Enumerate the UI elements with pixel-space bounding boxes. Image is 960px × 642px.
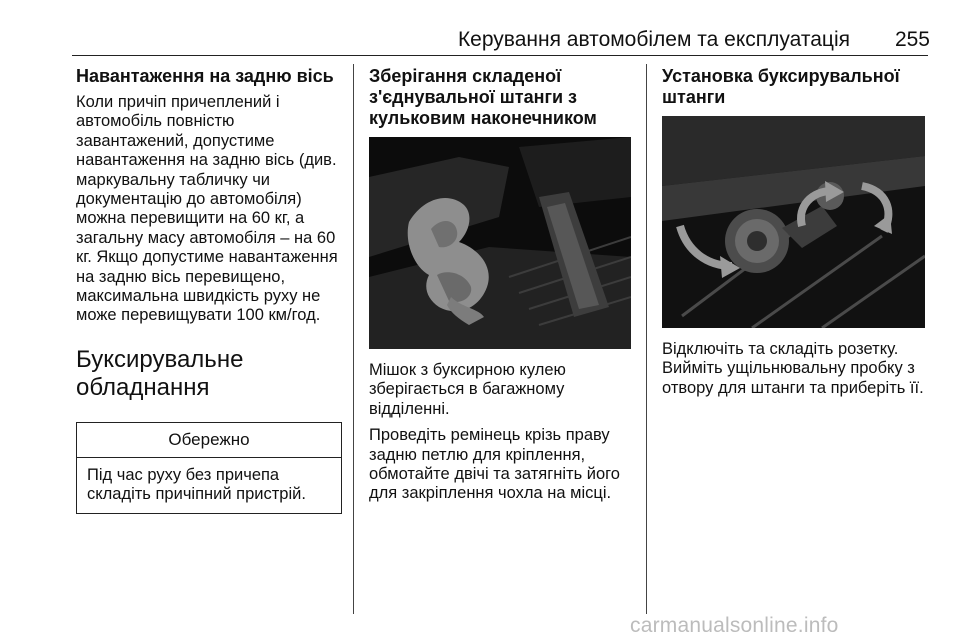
header-divider bbox=[72, 55, 928, 56]
caution-text: Під час руху без причепа складіть причіпний пристрій. bbox=[87, 465, 306, 504]
towbar-bag-illustration bbox=[369, 137, 631, 349]
page-number: 255 bbox=[894, 28, 930, 51]
caution-box bbox=[76, 422, 342, 514]
storage-heading: Зберігання складеної з'єднувальної штанги з кульковим наконечником bbox=[369, 66, 597, 128]
towbar-bag-photo bbox=[369, 137, 631, 349]
watermark: carmanualsonline.info bbox=[630, 614, 839, 637]
column-divider-1 bbox=[353, 64, 354, 614]
column-3 bbox=[662, 66, 928, 398]
installation-text: Відключіть та складіть розетку. Вийміть ущільнювальну пробку з отвору для штанги та приберіть її. bbox=[662, 340, 924, 397]
towbar-socket-illustration bbox=[662, 116, 925, 328]
column-1 bbox=[76, 66, 342, 514]
installation-heading: Установка буксирувальної штанги bbox=[662, 66, 900, 107]
storage-text-2: Проведіть ремінець крізь праву задню петлю для кріплення, обмотайте двічі та затягніть його для закріплення чохла на місці. bbox=[369, 426, 620, 503]
storage-text-1: Мішок з буксирною кулею зберігається в багажному відділенні. bbox=[369, 361, 566, 418]
caution-title: Обережно bbox=[77, 423, 341, 458]
column-divider-2 bbox=[646, 64, 647, 614]
chapter-title: Керування автомобілем та експлуатація bbox=[457, 28, 850, 51]
column-2 bbox=[369, 66, 635, 504]
towbar-socket-photo bbox=[662, 116, 925, 328]
towing-equipment-title: Буксирувальне обладнання bbox=[76, 345, 244, 401]
rear-axle-load-text: Коли причіп причеплений і автомобіль повністю завантажений, допустиме навантаження на задню вісь (див. маркувальну табличку чи документацію до автомобіля) можна перевищити на 60 кг, а загальну масу автомобіля – на 60 кг. Якщо допустиме навантаження на задню вісь перевищено, максимальна швидкість руху не може перевищувати 100 км/год. bbox=[76, 93, 338, 325]
rear-axle-load-heading: Навантаження на задню вісь bbox=[76, 66, 334, 86]
